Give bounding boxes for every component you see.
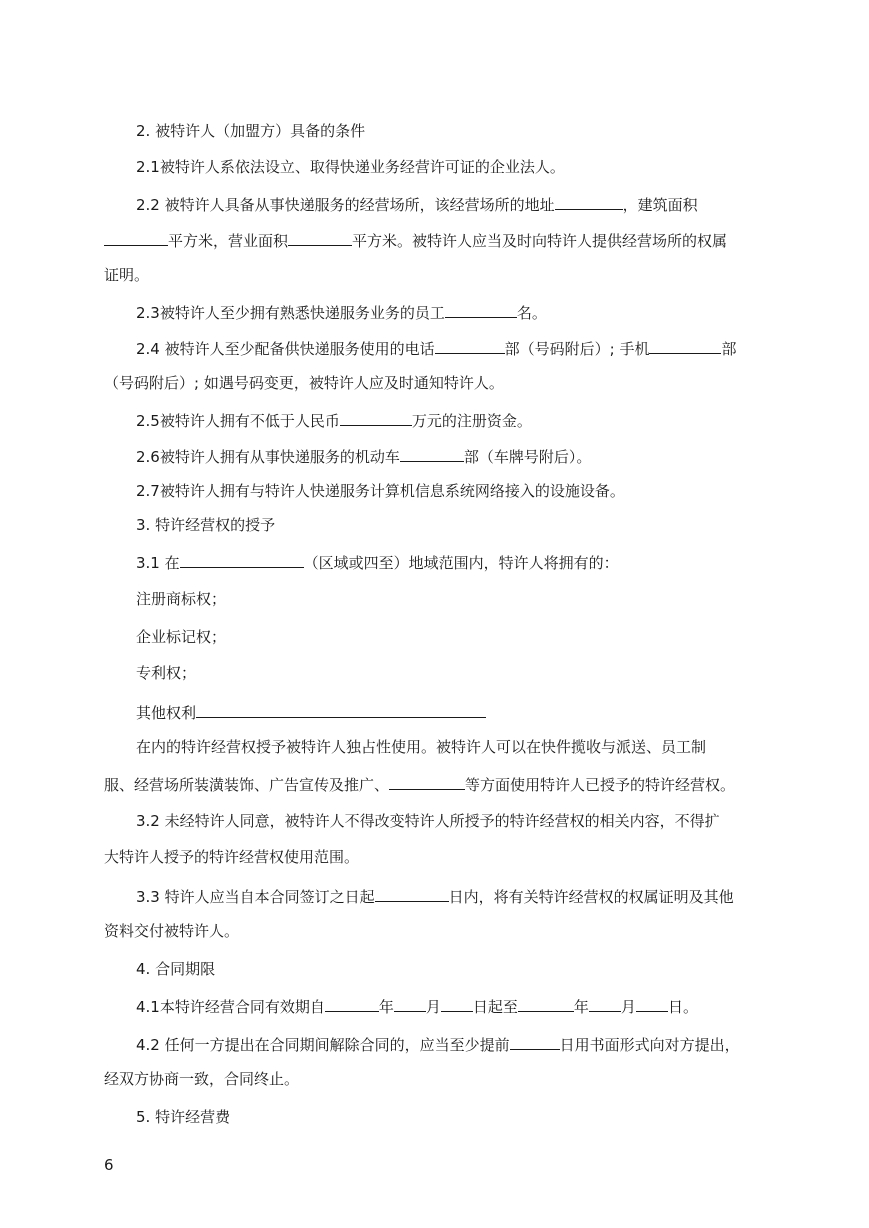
text: 经双方协商一致，合同终止。 — [104, 1070, 300, 1088]
text: 4.1本特许经营合同有效期自 — [136, 998, 325, 1016]
clause-2-2-line1 — [136, 192, 768, 216]
clause-2-3 — [136, 300, 768, 324]
clause-2-1 — [136, 156, 768, 178]
clause-2-2-line2 — [104, 228, 768, 252]
text: 日用书面形式向对方提出， — [559, 1036, 740, 1054]
text: （号码附后）; 如遇号码变更，被特许人应及时通知特许人。 — [104, 374, 504, 392]
text: 证明。 — [104, 266, 150, 284]
section-3-heading — [136, 514, 768, 536]
section-4-heading — [136, 958, 768, 980]
text: 专利权； — [136, 664, 197, 682]
clause-2-4-line2 — [104, 372, 768, 394]
text: 5. 特许经营费 — [136, 1108, 231, 1126]
staff-count-blank — [445, 300, 517, 318]
start-month-blank — [394, 994, 426, 1012]
mobile-count-blank — [649, 336, 721, 354]
text: 4. 合同期限 — [136, 960, 216, 978]
usage-area-blank — [389, 772, 465, 790]
text: 2.6被特许人拥有从事快递服务的机动车 — [136, 448, 400, 466]
region-blank — [180, 550, 304, 568]
clause-3-1-line3 — [104, 772, 768, 796]
delivery-days-blank — [375, 884, 449, 902]
section-5-heading — [136, 1106, 768, 1128]
text: 部 — [721, 340, 737, 358]
end-day-blank — [636, 994, 668, 1012]
text: 名。 — [516, 304, 547, 322]
text: 3.3 特许人应当自本合同签订之日起 — [136, 888, 375, 906]
text: 注册商标权； — [136, 590, 227, 608]
other-rights-blank — [196, 700, 486, 718]
text: 2.2 被特许人具备从事快递服务的经营场所，该经营场所的地址 — [136, 196, 555, 214]
clause-2-2-line3 — [104, 264, 768, 286]
clause-2-5 — [136, 408, 768, 432]
text: 2. 被特许人（加盟方）具备的条件 — [136, 122, 366, 140]
text: 2.7被特许人拥有与特许人快递服务计算机信息系统网络接入的设施设备。 — [136, 482, 625, 500]
text: 平方米，营业面积 — [168, 232, 289, 250]
right-trademark — [136, 588, 768, 610]
text: 2.1被特许人系依法设立、取得快递业务经营许可证的企业法人。 — [136, 158, 565, 176]
clause-3-1-line1 — [136, 550, 768, 574]
clause-3-3-line1 — [136, 884, 768, 908]
text: 平方米。被特许人应当及时向特许人提供经营场所的权属 — [352, 232, 728, 250]
clause-2-4-line1 — [136, 336, 768, 360]
text: 其他权利 — [136, 704, 197, 722]
end-month-blank — [589, 994, 621, 1012]
text: 日起至 — [472, 998, 518, 1016]
end-year-blank — [518, 994, 574, 1012]
text: ，建筑面积 — [622, 196, 698, 214]
clause-4-2-line1 — [136, 1032, 768, 1056]
section-2-heading — [136, 120, 768, 142]
right-patent — [136, 662, 768, 684]
text: 3. 特许经营权的授予 — [136, 516, 276, 534]
capital-blank — [340, 408, 412, 426]
text: 月 — [620, 998, 636, 1016]
address-blank — [555, 192, 623, 210]
right-other — [136, 700, 768, 724]
start-year-blank — [325, 994, 379, 1012]
clause-2-7 — [136, 480, 768, 502]
text: 3.1 在 — [136, 554, 180, 572]
text: 日。 — [667, 998, 698, 1016]
text: 万元的注册资金。 — [411, 412, 532, 430]
clause-3-2-line2 — [104, 846, 768, 868]
text: 等方面使用特许人已授予的特许经营权。 — [465, 776, 736, 794]
text: 部（号码附后）; 手机 — [504, 340, 650, 358]
clause-3-1-line2 — [136, 736, 768, 758]
text: 2.5被特许人拥有不低于人民币 — [136, 412, 340, 430]
text: 2.3被特许人至少拥有熟悉快递服务业务的员工 — [136, 304, 445, 322]
clause-3-2-line1 — [136, 810, 768, 832]
text: 日内，将有关特许经营权的权属证明及其他 — [448, 888, 734, 906]
notice-days-blank — [510, 1032, 560, 1050]
text: 2.4 被特许人至少配备供快递服务使用的电话 — [136, 340, 435, 358]
clause-4-2-line2 — [104, 1068, 768, 1090]
building-area-blank — [104, 228, 168, 246]
business-area-blank — [288, 228, 352, 246]
text: 企业标记权； — [136, 628, 227, 646]
text: 年 — [378, 998, 394, 1016]
text: （区域或四至）地域范围内，特许人将拥有的： — [303, 554, 619, 572]
clause-2-6 — [136, 444, 768, 468]
clause-3-3-line2 — [104, 920, 768, 942]
page-number: 6 — [104, 1156, 114, 1174]
start-day-blank — [441, 994, 473, 1012]
text: 3.2 未经特许人同意，被特许人不得改变特许人所授予的特许经营权的相关内容，不得扩 — [136, 812, 720, 830]
text: 月 — [425, 998, 441, 1016]
right-enterprise-mark — [136, 626, 768, 648]
vehicle-count-blank — [400, 444, 464, 462]
text: 服、经营场所装潢装饰、广告宣传及推广、 — [104, 776, 390, 794]
phone-count-blank — [435, 336, 505, 354]
text: 在内的特许经营权授予被特许人独占性使用。被特许人可以在快件揽收与派送、员工制 — [136, 738, 707, 756]
text: 部（车牌号附后）。 — [463, 448, 592, 466]
clause-4-1 — [136, 994, 768, 1018]
text: 资料交付被特许人。 — [104, 922, 240, 940]
text: 4.2 任何一方提出在合同期间解除合同的，应当至少提前 — [136, 1036, 510, 1054]
text: 年 — [573, 998, 589, 1016]
text: 大特许人授予的特许经营权使用范围。 — [104, 848, 360, 866]
